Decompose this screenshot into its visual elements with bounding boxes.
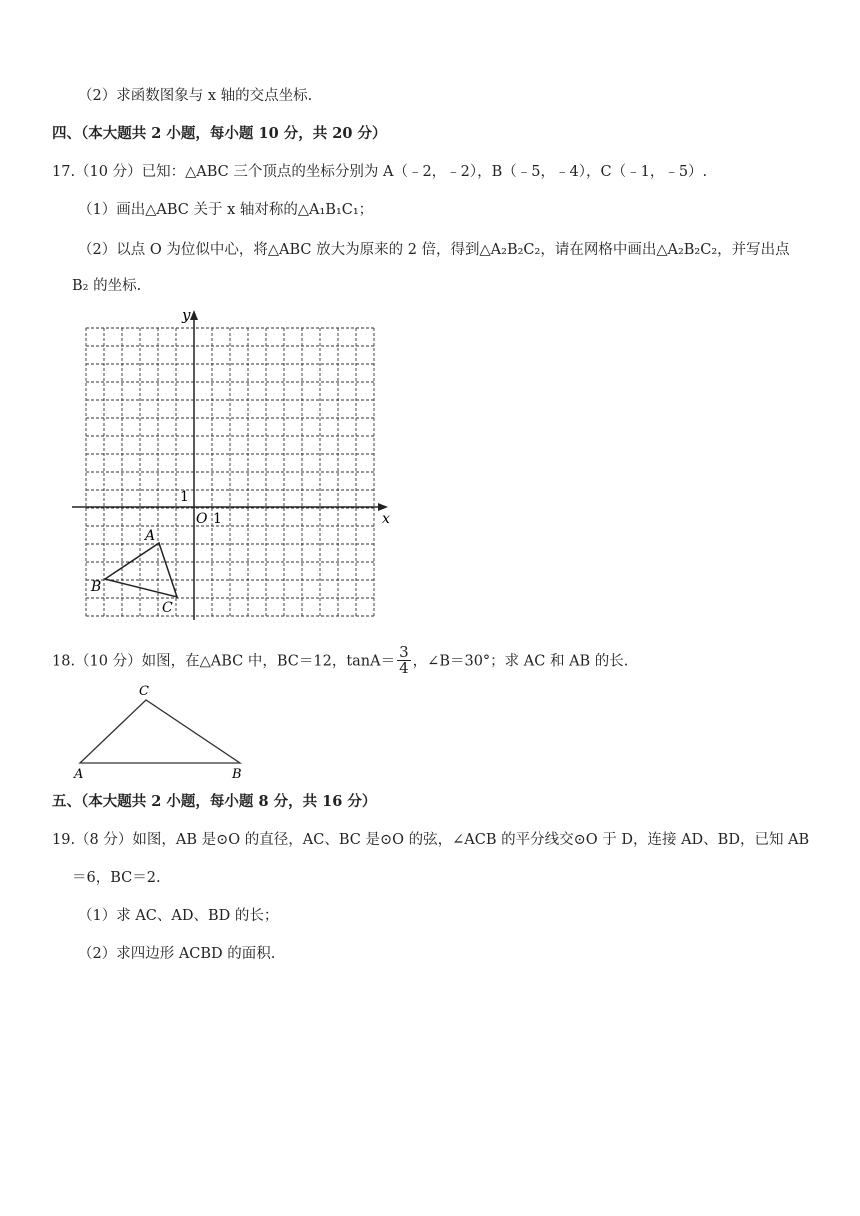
- q17-stem: 17.（10 分）已知：△ABC 三个顶点的坐标分别为 A（﹣2，﹣2），B（﹣5，﹣4），C（﹣1，﹣5）.: [52, 164, 708, 180]
- q19-stem-line2: ＝6，BC＝2.: [72, 870, 161, 886]
- section5-header: 五、（本大题共 2 小题，每小题 8 分，共 16 分）: [52, 793, 377, 810]
- q18-stem-part2: ，∠B＝30°；求 AC 和 AB 的长.: [412, 653, 629, 670]
- q19-part2: （2）求四边形 ACBD 的面积.: [78, 946, 276, 962]
- point-c-label: C: [139, 684, 149, 699]
- q19-part1: （1）求 AC、AD、BD 的长；: [78, 908, 279, 924]
- q17-part2-line1: （2）以点 O 为位似中心，将△ABC 放大为原来的 2 倍，得到△A₂B₂C₂，请在网格中画出△A₂B₂C₂，并写出点: [78, 242, 790, 258]
- point-b-label: B: [232, 767, 242, 782]
- point-a-label: A: [145, 528, 156, 544]
- x-unit-label: 1: [213, 511, 222, 527]
- y-axis-arrow-icon: [190, 310, 198, 320]
- point-a-label: A: [74, 767, 84, 782]
- tan-denominator: 4: [399, 659, 409, 677]
- section4-header: 四、（本大题共 2 小题，每小题 10 分，共 20 分）: [52, 125, 387, 142]
- q16-part2: （2）求函数图象与 x 轴的交点坐标.: [78, 88, 313, 104]
- triangle-abc: [80, 700, 240, 763]
- x-axis-arrow-icon: [378, 503, 388, 511]
- triangle-abc: [105, 543, 177, 597]
- x-axis-label: x: [382, 511, 390, 527]
- q18-triangle-figure: [66, 678, 266, 784]
- q18-stem-part1: 18.（10 分）如图，在△ABC 中，BC＝12，tanA＝: [52, 653, 396, 670]
- q17-grid-figure: [70, 300, 400, 630]
- q17-part1: （1）画出△ABC 关于 x 轴对称的△A₁B₁C₁；: [78, 202, 374, 218]
- point-c-label: C: [162, 600, 173, 616]
- point-b-label: B: [91, 579, 102, 595]
- q19-stem-line1: 19.（8 分）如图，AB 是⊙O 的直径，AC、BC 是⊙O 的弦，∠ACB 的平分线交⊙O 于 D，连接 AD、BD，已知 AB: [52, 832, 810, 848]
- q17-part2-line2: B₂ 的坐标.: [72, 278, 142, 294]
- tan-fraction: [397, 645, 411, 676]
- origin-label: O: [196, 511, 208, 527]
- q18-stem: [52, 643, 629, 677]
- y-unit-label: 1: [180, 489, 189, 505]
- tan-numerator: 3: [399, 643, 409, 661]
- y-axis-label: y: [182, 306, 191, 324]
